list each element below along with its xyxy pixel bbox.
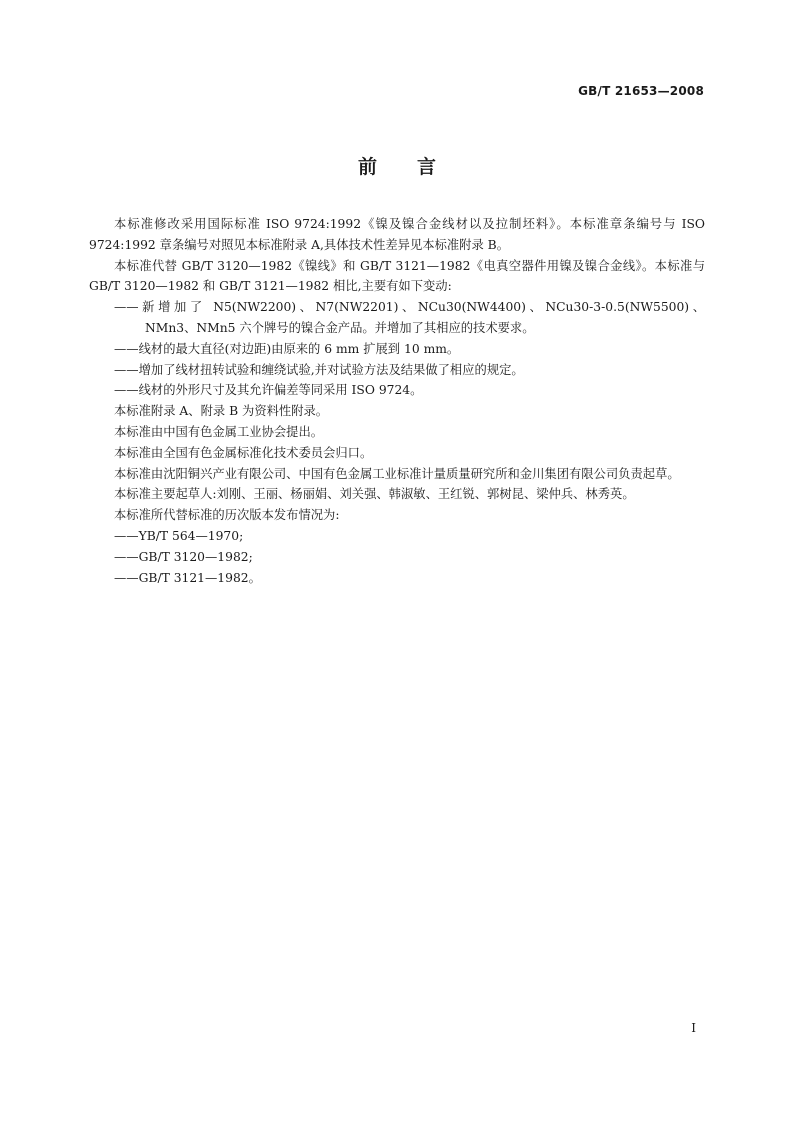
change-item-dimensions: ——线材的外形尺寸及其允许偏差等同采用 ISO 9724。: [114, 383, 423, 398]
paragraph-committee: 本标准由全国有色金属标准化技术委员会归口。: [114, 445, 373, 460]
history-item: ——GB/T 3120—1982;: [114, 549, 253, 564]
change-item-new-grades: ——新增加了 N5(NW2200)、N7(NW2201)、NCu30(NW4400)、NCu30-3-0.5(NW5500)、NMn3、NMn5 六个牌号的镍合金产品。并增加了其相应的技术要求。: [114, 300, 705, 335]
history-item: ——YB/T 564—1970;: [114, 528, 244, 543]
paragraph-drafting-units: 本标准由沈阳铜兴产业有限公司、中国有色金属工业标准计量质量研究所和金川集团有限公司负责起草。: [114, 466, 680, 481]
paragraph-history-intro: 本标准所代替标准的历次版本发布情况为:: [114, 508, 340, 523]
standard-code: GB/T 21653—2008: [578, 84, 704, 98]
history-item: ——GB/T 3121—1982。: [114, 570, 261, 585]
paragraph-annexes: 本标准附录 A、附录 B 为资料性附录。: [114, 404, 329, 419]
page-title: 前言: [357, 156, 476, 178]
change-item-torsion-test: ——增加了线材扭转试验和缠绕试验,并对试验方法及结果做了相应的规定。: [114, 362, 524, 377]
change-item-diameter: ——线材的最大直径(对边距)由原来的 6 mm 扩展到 10 mm。: [114, 341, 460, 356]
paragraph-adoption: 本标准修改采用国际标准 ISO 9724:1992《镍及镍合金线材以及拉制坯料》。本标准章条编号与 ISO 9724:1992 章条编号对照见本标准附录 A,具体技术性差异见本标准附录 B。: [89, 217, 705, 252]
paragraph-drafters: 本标准主要起草人:刘刚、王丽、杨丽娟、刘关强、韩淑敏、王红锐、郭树昆、梁仲兵、林秀英。: [114, 487, 635, 502]
paragraph-proposer: 本标准由中国有色金属工业协会提出。: [114, 424, 324, 439]
page-number: I: [691, 1021, 696, 1035]
document-body: [89, 214, 705, 588]
paragraph-replacement: 本标准代替 GB/T 3120—1982《镍线》和 GB/T 3121—1982《电真空器件用镍及镍合金线》。本标准与 GB/T 3120—1982 和 GB/T 3121—1982 相比,主要有如下变动:: [89, 258, 705, 294]
